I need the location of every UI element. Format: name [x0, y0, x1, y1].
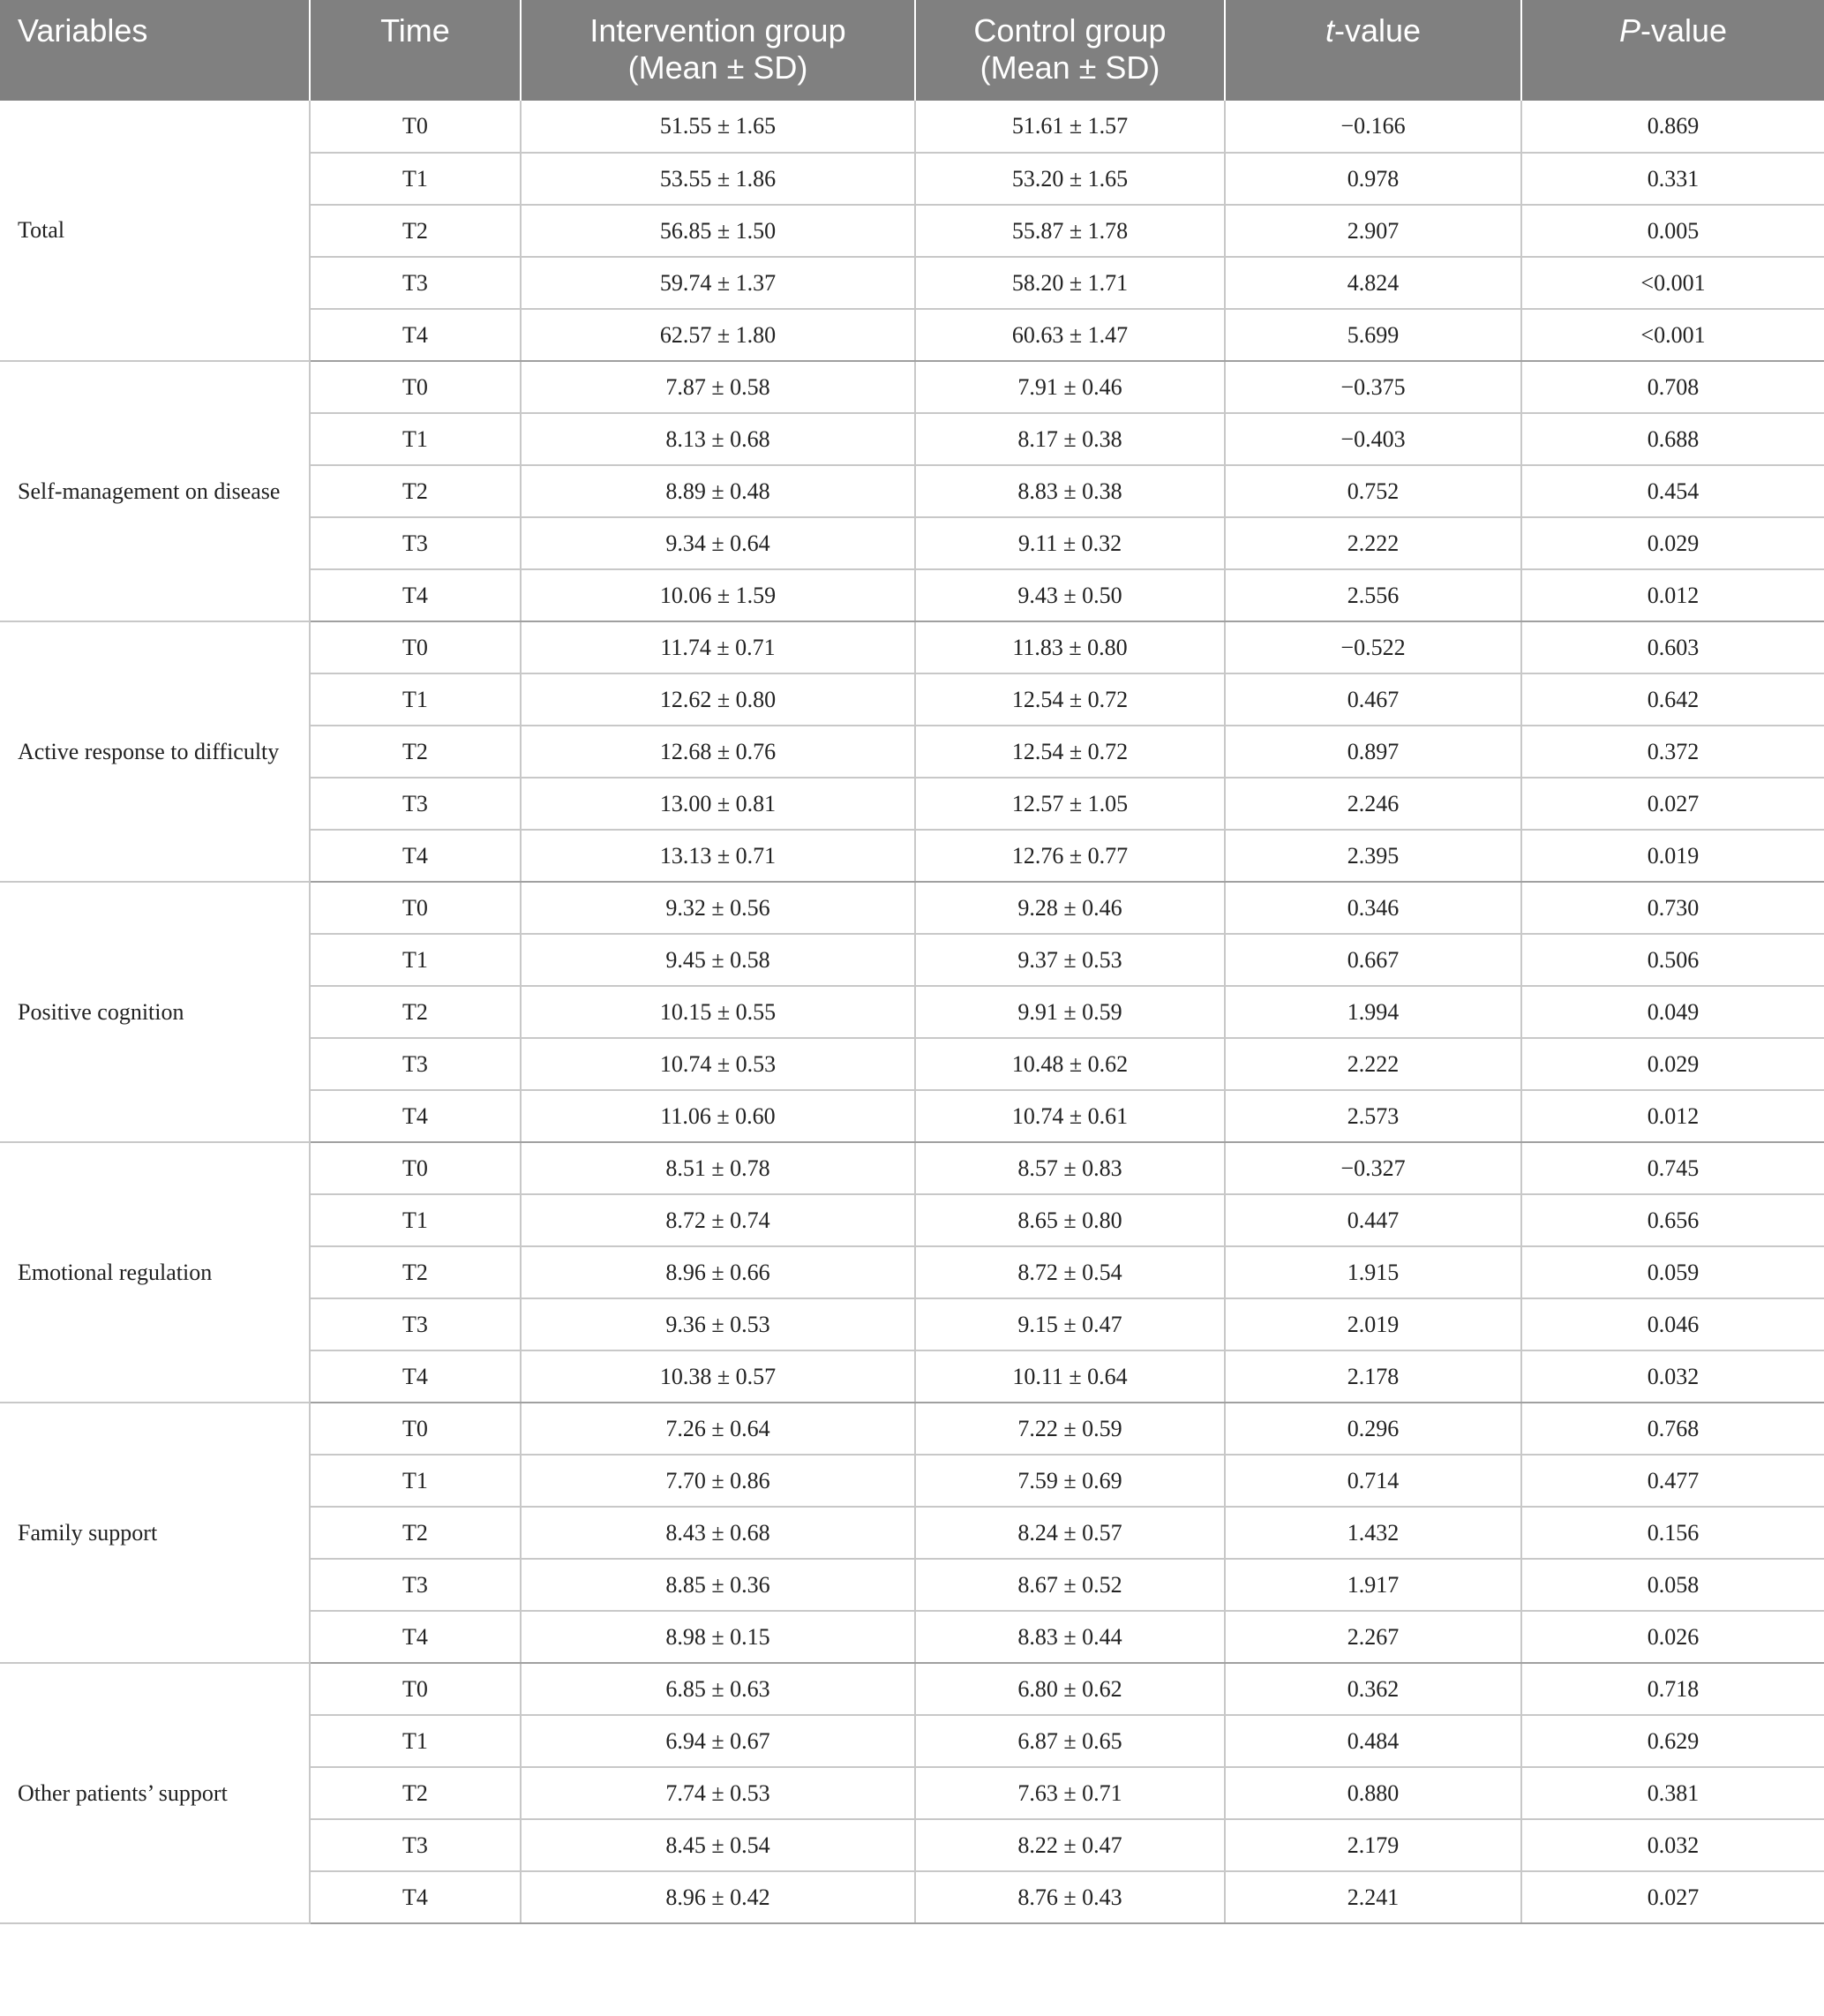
header-intervention-line2: (Mean ± SD) [627, 49, 808, 86]
header-t-value-italic: t [1325, 12, 1334, 49]
intervention-cell: 59.74 ± 1.37 [521, 257, 915, 309]
control-cell: 10.48 ± 0.62 [915, 1038, 1225, 1090]
t-value-cell: −0.522 [1225, 621, 1521, 673]
header-p-value [1521, 0, 1824, 101]
intervention-cell: 11.06 ± 0.60 [521, 1090, 915, 1142]
t-value-cell: −0.327 [1225, 1142, 1521, 1194]
time-cell: T1 [310, 1194, 521, 1246]
p-value-cell: <0.001 [1521, 257, 1824, 309]
time-cell: T0 [310, 1663, 521, 1715]
t-value-cell: 1.915 [1225, 1246, 1521, 1298]
p-value-cell: 0.058 [1521, 1559, 1824, 1611]
time-cell: T4 [310, 309, 521, 361]
control-cell: 8.67 ± 0.52 [915, 1559, 1225, 1611]
table-row [0, 1663, 1824, 1715]
p-value-cell: 0.869 [1521, 101, 1824, 153]
header-variables: Variables [0, 0, 310, 101]
t-value-cell: 2.907 [1225, 205, 1521, 257]
intervention-cell: 10.74 ± 0.53 [521, 1038, 915, 1090]
time-cell: T2 [310, 726, 521, 778]
time-cell: T1 [310, 934, 521, 986]
table-row [0, 1403, 1824, 1455]
time-cell: T3 [310, 1038, 521, 1090]
control-cell: 12.54 ± 0.72 [915, 726, 1225, 778]
header-control-line2: (Mean ± SD) [980, 49, 1160, 86]
control-cell: 12.57 ± 1.05 [915, 778, 1225, 830]
t-value-cell: −0.403 [1225, 413, 1521, 465]
intervention-cell: 13.13 ± 0.71 [521, 830, 915, 882]
t-value-cell: 4.824 [1225, 257, 1521, 309]
variable-label: Other patients’ support [0, 1663, 310, 1923]
intervention-cell: 8.98 ± 0.15 [521, 1611, 915, 1663]
time-cell: T0 [310, 361, 521, 413]
p-value-cell: 0.049 [1521, 986, 1824, 1038]
control-cell: 7.59 ± 0.69 [915, 1455, 1225, 1507]
intervention-cell: 62.57 ± 1.80 [521, 309, 915, 361]
control-cell: 10.11 ± 0.64 [915, 1350, 1225, 1403]
control-cell: 10.74 ± 0.61 [915, 1090, 1225, 1142]
t-value-cell: 2.222 [1225, 517, 1521, 569]
t-value-cell: 2.179 [1225, 1819, 1521, 1871]
control-cell: 7.63 ± 0.71 [915, 1767, 1225, 1819]
t-value-cell: 0.752 [1225, 465, 1521, 517]
header-t-value-rest: -value [1333, 12, 1422, 49]
p-value-cell: 0.477 [1521, 1455, 1824, 1507]
header-intervention [521, 0, 915, 101]
p-value-cell: 0.708 [1521, 361, 1824, 413]
t-value-cell: 0.362 [1225, 1663, 1521, 1715]
t-value-cell: 0.667 [1225, 934, 1521, 986]
intervention-cell: 9.45 ± 0.58 [521, 934, 915, 986]
t-value-cell: 0.484 [1225, 1715, 1521, 1767]
header-intervention-line1: Intervention group [589, 12, 846, 49]
time-cell: T1 [310, 413, 521, 465]
table-row [0, 1142, 1824, 1194]
control-cell: 55.87 ± 1.78 [915, 205, 1225, 257]
t-value-cell: 0.978 [1225, 153, 1521, 205]
table-row [0, 101, 1824, 153]
p-value-cell: 0.745 [1521, 1142, 1824, 1194]
variable-label: Active response to difficulty [0, 621, 310, 882]
intervention-cell: 9.34 ± 0.64 [521, 517, 915, 569]
t-value-cell: 2.556 [1225, 569, 1521, 621]
intervention-cell: 8.96 ± 0.66 [521, 1246, 915, 1298]
p-value-cell: 0.027 [1521, 778, 1824, 830]
control-cell: 7.91 ± 0.46 [915, 361, 1225, 413]
control-cell: 8.57 ± 0.83 [915, 1142, 1225, 1194]
control-cell: 6.80 ± 0.62 [915, 1663, 1225, 1715]
p-value-cell: 0.032 [1521, 1819, 1824, 1871]
header-control-line1: Control group [973, 12, 1167, 49]
control-cell: 8.17 ± 0.38 [915, 413, 1225, 465]
control-cell: 9.28 ± 0.46 [915, 882, 1225, 934]
control-cell: 6.87 ± 0.65 [915, 1715, 1225, 1767]
control-cell: 9.37 ± 0.53 [915, 934, 1225, 986]
time-cell: T2 [310, 205, 521, 257]
p-value-cell: 0.012 [1521, 1090, 1824, 1142]
control-cell: 9.11 ± 0.32 [915, 517, 1225, 569]
control-cell: 11.83 ± 0.80 [915, 621, 1225, 673]
intervention-cell: 9.36 ± 0.53 [521, 1298, 915, 1350]
table-row [0, 882, 1824, 934]
control-cell: 53.20 ± 1.65 [915, 153, 1225, 205]
time-cell: T2 [310, 1767, 521, 1819]
control-cell: 7.22 ± 0.59 [915, 1403, 1225, 1455]
time-cell: T0 [310, 101, 521, 153]
t-value-cell: 0.296 [1225, 1403, 1521, 1455]
control-cell: 12.76 ± 0.77 [915, 830, 1225, 882]
t-value-cell: 0.467 [1225, 673, 1521, 726]
t-value-cell: 0.447 [1225, 1194, 1521, 1246]
time-cell: T3 [310, 1559, 521, 1611]
time-cell: T3 [310, 778, 521, 830]
t-value-cell: 0.714 [1225, 1455, 1521, 1507]
intervention-cell: 51.55 ± 1.65 [521, 101, 915, 153]
t-value-cell: −0.166 [1225, 101, 1521, 153]
p-value-cell: 0.718 [1521, 1663, 1824, 1715]
table-body [0, 101, 1824, 1923]
time-cell: T4 [310, 569, 521, 621]
table-row [0, 621, 1824, 673]
p-value-cell: 0.642 [1521, 673, 1824, 726]
control-cell: 8.83 ± 0.38 [915, 465, 1225, 517]
control-cell: 60.63 ± 1.47 [915, 309, 1225, 361]
p-value-cell: 0.656 [1521, 1194, 1824, 1246]
intervention-cell: 8.96 ± 0.42 [521, 1871, 915, 1923]
intervention-cell: 8.45 ± 0.54 [521, 1819, 915, 1871]
p-value-cell: 0.027 [1521, 1871, 1824, 1923]
intervention-cell: 8.43 ± 0.68 [521, 1507, 915, 1559]
time-cell: T1 [310, 153, 521, 205]
control-cell: 51.61 ± 1.57 [915, 101, 1225, 153]
t-value-cell: 1.432 [1225, 1507, 1521, 1559]
t-value-cell: 2.267 [1225, 1611, 1521, 1663]
time-cell: T4 [310, 1090, 521, 1142]
p-value-cell: 0.012 [1521, 569, 1824, 621]
p-value-cell: 0.059 [1521, 1246, 1824, 1298]
p-value-cell: 0.005 [1521, 205, 1824, 257]
time-cell: T0 [310, 1403, 521, 1455]
t-value-cell: 2.573 [1225, 1090, 1521, 1142]
intervention-cell: 7.74 ± 0.53 [521, 1767, 915, 1819]
intervention-cell: 6.94 ± 0.67 [521, 1715, 915, 1767]
t-value-cell: 0.880 [1225, 1767, 1521, 1819]
p-value-cell: 0.019 [1521, 830, 1824, 882]
time-cell: T2 [310, 1507, 521, 1559]
variable-label: Self-management on disease [0, 361, 310, 621]
intervention-cell: 10.15 ± 0.55 [521, 986, 915, 1038]
t-value-cell: 2.395 [1225, 830, 1521, 882]
control-cell: 8.24 ± 0.57 [915, 1507, 1225, 1559]
time-cell: T2 [310, 1246, 521, 1298]
p-value-cell: 0.454 [1521, 465, 1824, 517]
time-cell: T2 [310, 986, 521, 1038]
time-cell: T1 [310, 673, 521, 726]
time-cell: T4 [310, 1611, 521, 1663]
header-p-value-italic: P [1618, 12, 1640, 49]
intervention-cell: 8.51 ± 0.78 [521, 1142, 915, 1194]
variable-label: Positive cognition [0, 882, 310, 1142]
time-cell: T1 [310, 1455, 521, 1507]
time-cell: T0 [310, 882, 521, 934]
intervention-cell: 12.62 ± 0.80 [521, 673, 915, 726]
p-value-cell: 0.331 [1521, 153, 1824, 205]
p-value-cell: 0.381 [1521, 1767, 1824, 1819]
intervention-cell: 8.72 ± 0.74 [521, 1194, 915, 1246]
intervention-cell: 10.06 ± 1.59 [521, 569, 915, 621]
header-p-value-rest: -value [1640, 12, 1728, 49]
table-row [0, 361, 1824, 413]
header-control [915, 0, 1225, 101]
intervention-cell: 53.55 ± 1.86 [521, 153, 915, 205]
time-cell: T1 [310, 1715, 521, 1767]
control-cell: 8.76 ± 0.43 [915, 1871, 1225, 1923]
t-value-cell: 1.994 [1225, 986, 1521, 1038]
time-cell: T0 [310, 621, 521, 673]
header-time: Time [310, 0, 521, 101]
intervention-cell: 8.89 ± 0.48 [521, 465, 915, 517]
intervention-cell: 7.70 ± 0.86 [521, 1455, 915, 1507]
time-cell: T3 [310, 517, 521, 569]
variable-label: Total [0, 101, 310, 361]
time-cell: T2 [310, 465, 521, 517]
p-value-cell: 0.156 [1521, 1507, 1824, 1559]
time-cell: T4 [310, 830, 521, 882]
intervention-cell: 13.00 ± 0.81 [521, 778, 915, 830]
header-t-value [1225, 0, 1521, 101]
time-cell: T3 [310, 1819, 521, 1871]
control-cell: 9.43 ± 0.50 [915, 569, 1225, 621]
t-value-cell: 2.178 [1225, 1350, 1521, 1403]
time-cell: T0 [310, 1142, 521, 1194]
intervention-cell: 7.26 ± 0.64 [521, 1403, 915, 1455]
header-row [0, 0, 1824, 101]
intervention-cell: 56.85 ± 1.50 [521, 205, 915, 257]
p-value-cell: <0.001 [1521, 309, 1824, 361]
p-value-cell: 0.372 [1521, 726, 1824, 778]
t-value-cell: 2.222 [1225, 1038, 1521, 1090]
t-value-cell: 1.917 [1225, 1559, 1521, 1611]
time-cell: T3 [310, 1298, 521, 1350]
variable-label: Family support [0, 1403, 310, 1663]
control-cell: 9.91 ± 0.59 [915, 986, 1225, 1038]
p-value-cell: 0.506 [1521, 934, 1824, 986]
control-cell: 12.54 ± 0.72 [915, 673, 1225, 726]
intervention-cell: 6.85 ± 0.63 [521, 1663, 915, 1715]
p-value-cell: 0.032 [1521, 1350, 1824, 1403]
variable-label: Emotional regulation [0, 1142, 310, 1403]
control-cell: 58.20 ± 1.71 [915, 257, 1225, 309]
p-value-cell: 0.046 [1521, 1298, 1824, 1350]
p-value-cell: 0.688 [1521, 413, 1824, 465]
intervention-cell: 7.87 ± 0.58 [521, 361, 915, 413]
t-value-cell: 5.699 [1225, 309, 1521, 361]
p-value-cell: 0.603 [1521, 621, 1824, 673]
intervention-cell: 12.68 ± 0.76 [521, 726, 915, 778]
p-value-cell: 0.029 [1521, 517, 1824, 569]
p-value-cell: 0.026 [1521, 1611, 1824, 1663]
t-value-cell: 2.019 [1225, 1298, 1521, 1350]
intervention-cell: 10.38 ± 0.57 [521, 1350, 915, 1403]
intervention-cell: 8.85 ± 0.36 [521, 1559, 915, 1611]
p-value-cell: 0.629 [1521, 1715, 1824, 1767]
control-cell: 8.83 ± 0.44 [915, 1611, 1225, 1663]
t-value-cell: 2.246 [1225, 778, 1521, 830]
p-value-cell: 0.730 [1521, 882, 1824, 934]
intervention-cell: 9.32 ± 0.56 [521, 882, 915, 934]
time-cell: T4 [310, 1871, 521, 1923]
control-cell: 8.22 ± 0.47 [915, 1819, 1225, 1871]
t-value-cell: 2.241 [1225, 1871, 1521, 1923]
intervention-cell: 11.74 ± 0.71 [521, 621, 915, 673]
t-value-cell: 0.897 [1225, 726, 1521, 778]
p-value-cell: 0.768 [1521, 1403, 1824, 1455]
time-cell: T3 [310, 257, 521, 309]
time-cell: T4 [310, 1350, 521, 1403]
t-value-cell: 0.346 [1225, 882, 1521, 934]
intervention-cell: 8.13 ± 0.68 [521, 413, 915, 465]
control-cell: 8.72 ± 0.54 [915, 1246, 1225, 1298]
t-value-cell: −0.375 [1225, 361, 1521, 413]
control-cell: 9.15 ± 0.47 [915, 1298, 1225, 1350]
p-value-cell: 0.029 [1521, 1038, 1824, 1090]
control-cell: 8.65 ± 0.80 [915, 1194, 1225, 1246]
